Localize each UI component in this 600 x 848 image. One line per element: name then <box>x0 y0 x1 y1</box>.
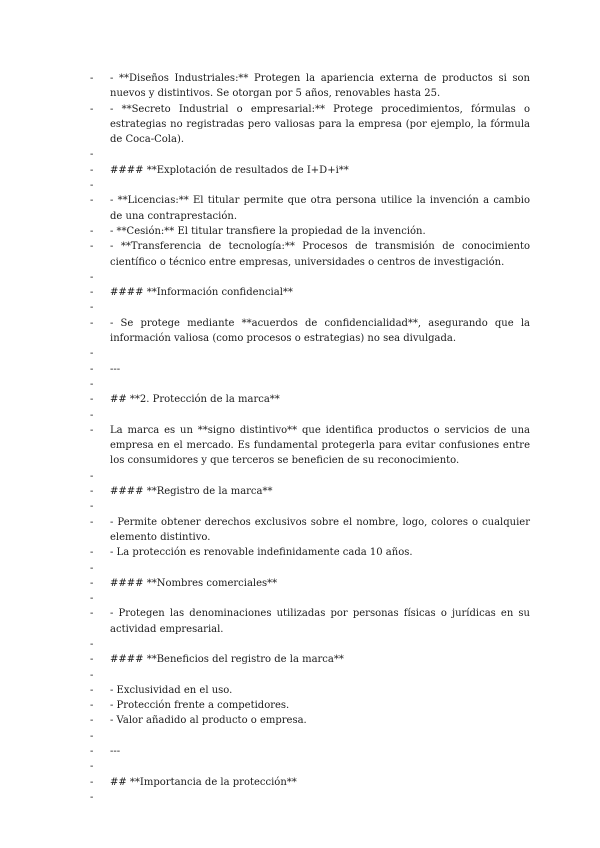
list-item <box>84 193 530 224</box>
list-bullet: - <box>90 180 94 192</box>
list-item <box>84 683 530 698</box>
list-item <box>84 285 530 300</box>
list-bullet: - <box>90 409 94 421</box>
list-item <box>84 576 530 591</box>
list-item <box>84 591 530 606</box>
list-bullet: - <box>90 501 94 513</box>
list-item <box>84 668 530 683</box>
list-bullet: - <box>90 791 94 803</box>
list-item <box>84 713 530 728</box>
list-item-text: #### **Registro de la marca** <box>110 486 273 498</box>
list-bullet: - <box>90 608 94 620</box>
list-bullet: - <box>90 684 94 696</box>
list-item <box>84 71 530 102</box>
list-item-text: #### **Beneficios del registro de la marca** <box>110 654 344 666</box>
list-bullet: - <box>90 302 94 314</box>
list-item <box>84 484 530 499</box>
list-item <box>84 606 530 637</box>
list-item <box>84 729 530 744</box>
list-item-text: - Se protege mediante **acuerdos de confidencialidad**, asegurando que la información valiosa (como procesos o estrategias) no sea divulgada. <box>110 317 530 345</box>
list-item <box>84 300 530 315</box>
list-bullet: - <box>90 593 94 605</box>
list-item <box>84 423 530 469</box>
list-item <box>84 744 530 759</box>
list-bullet: - <box>90 103 94 115</box>
list-item <box>84 102 530 148</box>
list-bullet: - <box>90 654 94 666</box>
list-item <box>84 790 530 805</box>
list-bullet: - <box>90 562 94 574</box>
list-item-text: - Protección frente a competidores. <box>110 700 290 712</box>
list-bullet: - <box>90 287 94 299</box>
list-item-text: - **Transferencia de tecnología:** Procesos de transmisión de conocimiento científico o técnico entre empresas, universidades o centros de investigación. <box>110 241 530 268</box>
list-bullet: - <box>90 776 94 788</box>
list-item <box>84 316 530 347</box>
list-item-text: La marca es un **signo distintivo** que identifica productos o servicios de una empresa en el mercado. Es fundamental protegerla para evitar confusiones entre los consumidores y que terceros se beneficien de su reconocimiento. <box>110 424 530 467</box>
list-bullet: - <box>90 700 94 712</box>
list-item-text: ## **Importancia de la protección** <box>110 776 297 788</box>
list-item <box>84 178 530 193</box>
list-item <box>84 775 530 790</box>
list-bullet: - <box>90 761 94 773</box>
list-bullet: - <box>90 225 94 237</box>
list-item-text: - Protegen las denominaciones utilizadas por personas físicas o jurídicas en su actividad empresarial. <box>110 608 530 635</box>
list-item <box>84 346 530 361</box>
list-item-text: - **Cesión:** El titular transfiere la propiedad de la invención. <box>110 225 426 237</box>
list-bullet: - <box>90 470 94 482</box>
list-item <box>84 499 530 514</box>
list-item-text: - **Secreto Industrial o empresarial:** Protege procedimientos, fórmulas o estrategias no registradas pero valiosas para la empresa (por ejemplo, la fórmula de Coca-Cola). <box>110 103 530 146</box>
list-bullet: - <box>90 149 94 161</box>
list-bullet: - <box>90 424 94 436</box>
list-item <box>84 362 530 377</box>
list-item <box>84 698 530 713</box>
list-bullet: - <box>90 746 94 758</box>
list-item-text: - **Licencias:** El titular permite que otra persona utilice la invención a cambio de una contraprestación. <box>110 195 530 222</box>
list-item <box>84 377 530 392</box>
list-item <box>84 270 530 285</box>
list-item <box>84 637 530 652</box>
list-bullet: - <box>90 378 94 390</box>
list-bullet: - <box>90 348 94 360</box>
list-bullet: - <box>90 394 94 406</box>
list-item-text: - Exclusividad en el uso. <box>110 684 233 696</box>
list-item <box>84 224 530 239</box>
list-bullet: - <box>90 516 94 528</box>
list-item <box>84 652 530 667</box>
list-bullet: - <box>90 715 94 727</box>
list-bullet: - <box>90 486 94 498</box>
list-bullet: - <box>90 363 94 375</box>
list-item-text: #### **Explotación de resultados de I+D+i** <box>110 164 349 176</box>
list-bullet: - <box>90 638 94 650</box>
document-body <box>84 71 530 805</box>
list-item <box>84 759 530 774</box>
list-item-text: - **Diseños Industriales:** Protegen la apariencia externa de productos si son nuevos y distintivos. Se otorgan por 5 años, renovables hasta 25. <box>110 73 530 100</box>
list-item <box>84 239 530 270</box>
list-item <box>84 392 530 407</box>
list-item-text: #### **Información confidencial** <box>110 287 293 299</box>
list-bullet: - <box>90 241 94 253</box>
list-bullet: - <box>90 730 94 742</box>
list-bullet: - <box>90 271 94 283</box>
list-item <box>84 163 530 178</box>
list-bullet: - <box>90 669 94 681</box>
list-bullet: - <box>90 164 94 176</box>
list-item-text: ## **2. Protección de la marca** <box>110 394 280 406</box>
list-bullet: - <box>90 195 94 207</box>
list-item-text: --- <box>110 363 121 375</box>
list-item <box>84 515 530 546</box>
list-item <box>84 408 530 423</box>
list-item-text: - Valor añadido al producto o empresa. <box>110 715 307 727</box>
list-bullet: - <box>90 317 94 329</box>
list-item-text: - La protección es renovable indefinidamente cada 10 años. <box>110 547 413 559</box>
list-item-text: #### **Nombres comerciales** <box>110 577 278 589</box>
list-item <box>84 147 530 162</box>
list-item <box>84 561 530 576</box>
list-item-text: - Permite obtener derechos exclusivos sobre el nombre, logo, colores o cualquier elemento distintivo. <box>110 516 530 543</box>
list-bullet: - <box>90 547 94 559</box>
list-item <box>84 545 530 560</box>
list-bullet: - <box>90 73 94 84</box>
list-item <box>84 469 530 484</box>
list-bullet: - <box>90 577 94 589</box>
list-item-text: --- <box>110 746 121 758</box>
